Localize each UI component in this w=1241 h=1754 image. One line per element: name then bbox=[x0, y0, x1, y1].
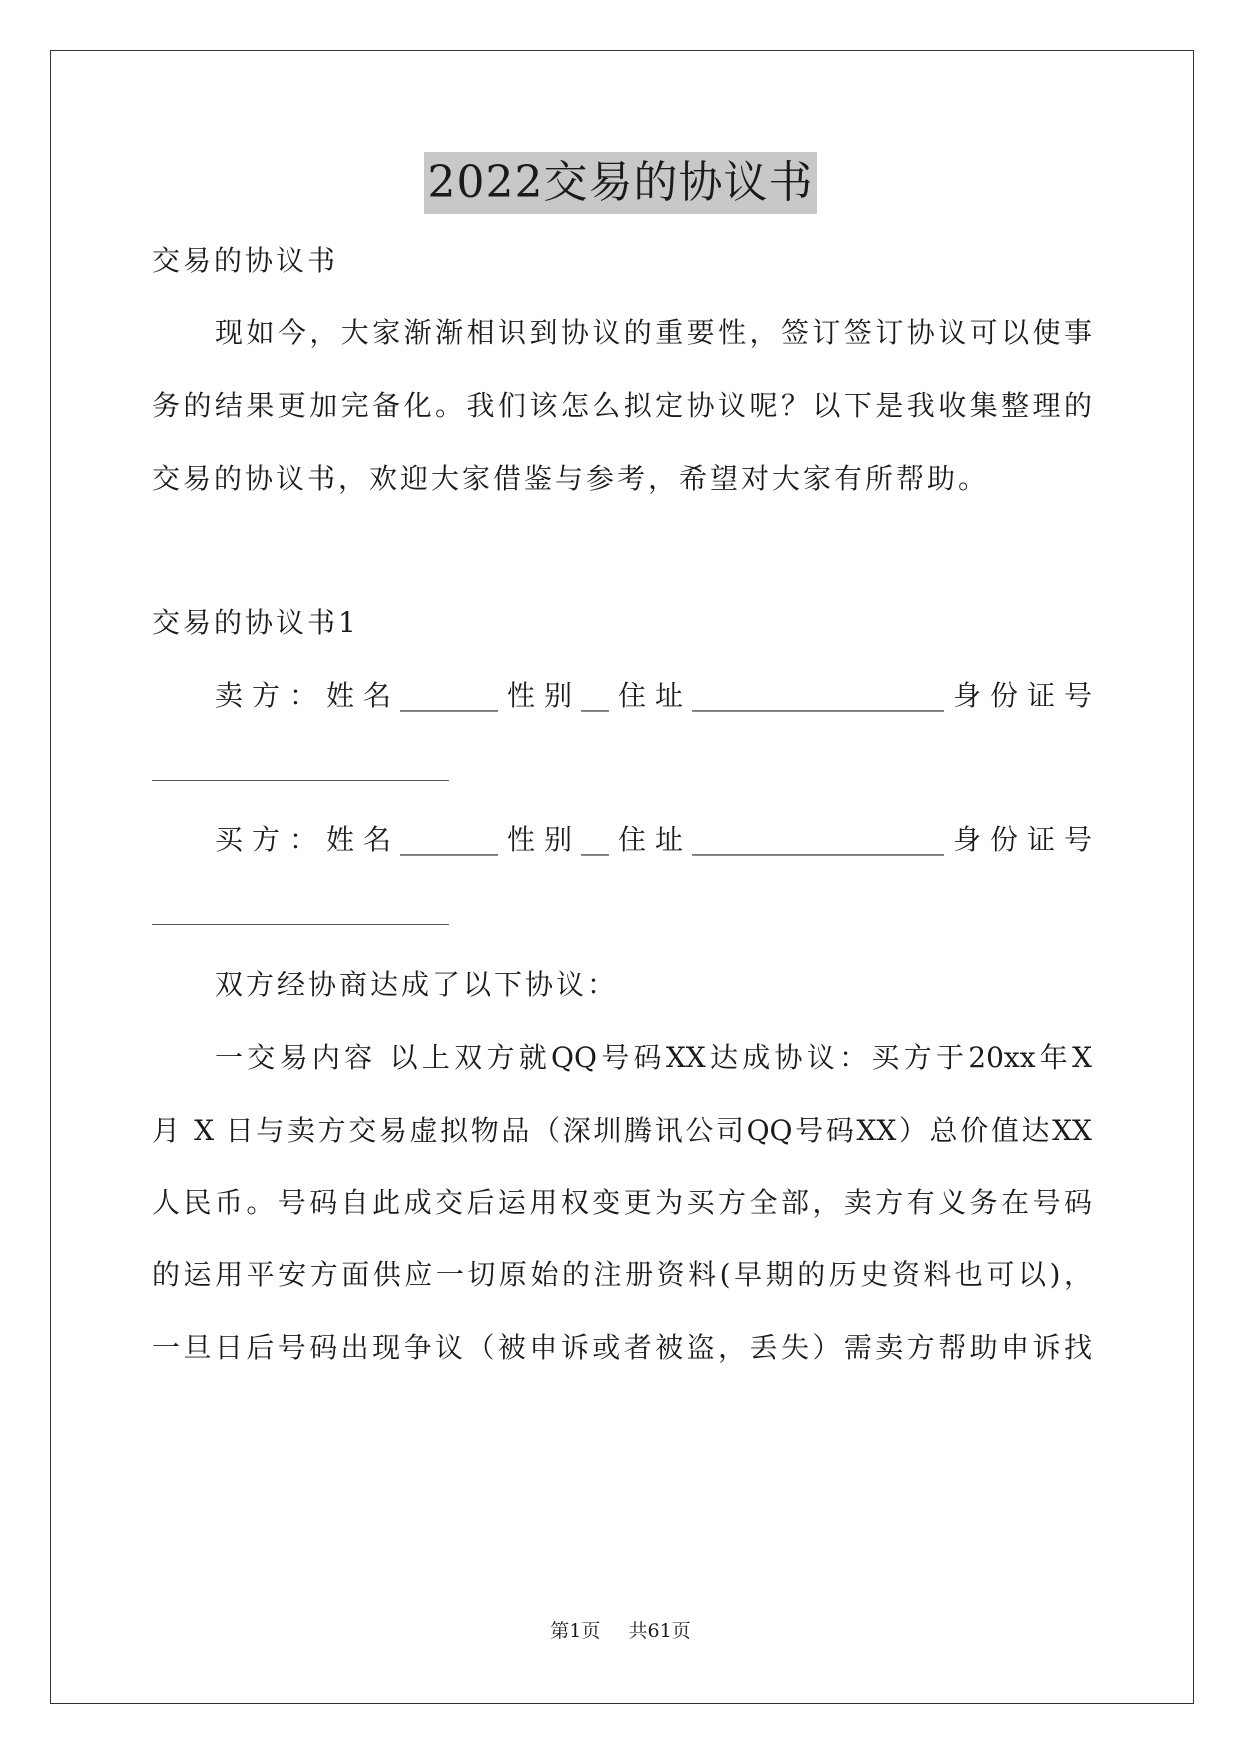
title-container bbox=[0, 152, 1241, 214]
page-total: 共61页 bbox=[628, 1620, 691, 1642]
buyer-info-line: 买方：姓名_______性别__住址__________________身份证号 bbox=[215, 823, 1092, 856]
paragraph-line: 月 X 日与卖方交易虚拟物品（深圳腾讯公司QQ号码XX）总价值达XX bbox=[152, 1114, 1092, 1147]
subtitle: 交易的协议书 bbox=[152, 244, 339, 277]
document-title: 2022交易的协议书 bbox=[424, 152, 818, 214]
paragraph-line: 务的结果更加完备化。我们该怎么拟定协议呢？以下是我收集整理的 bbox=[152, 389, 1092, 422]
paragraph-line: 一旦日后号码出现争议（被申诉或者被盗，丢失）需卖方帮助申诉找 bbox=[152, 1331, 1092, 1364]
buyer-id-blank bbox=[152, 924, 449, 925]
section-heading: 交易的协议书1 bbox=[152, 606, 359, 639]
page-border bbox=[50, 50, 1194, 1704]
paragraph-line: 现如今，大家渐渐相识到协议的重要性，签订签订协议可以使事 bbox=[215, 316, 1092, 349]
paragraph-line: 一交易内容 以上双方就QQ号码XX达成协议：买方于20xx年X bbox=[215, 1041, 1092, 1074]
seller-id-blank bbox=[152, 780, 449, 781]
paragraph-line: 人民币。号码自此成交后运用权变更为买方全部，卖方有义务在号码 bbox=[152, 1186, 1092, 1219]
paragraph-line: 双方经协商达成了以下协议： bbox=[215, 968, 619, 1001]
page-footer bbox=[0, 1618, 1241, 1644]
paragraph-line: 的运用平安方面供应一切原始的注册资料(早期的历史资料也可以)， bbox=[152, 1258, 1092, 1291]
page-number: 第1页 bbox=[550, 1620, 601, 1642]
paragraph-line: 交易的协议书，欢迎大家借鉴与参考，希望对大家有所帮助。 bbox=[152, 462, 990, 495]
seller-info-line: 卖方：姓名_______性别__住址__________________身份证号 bbox=[215, 679, 1092, 712]
